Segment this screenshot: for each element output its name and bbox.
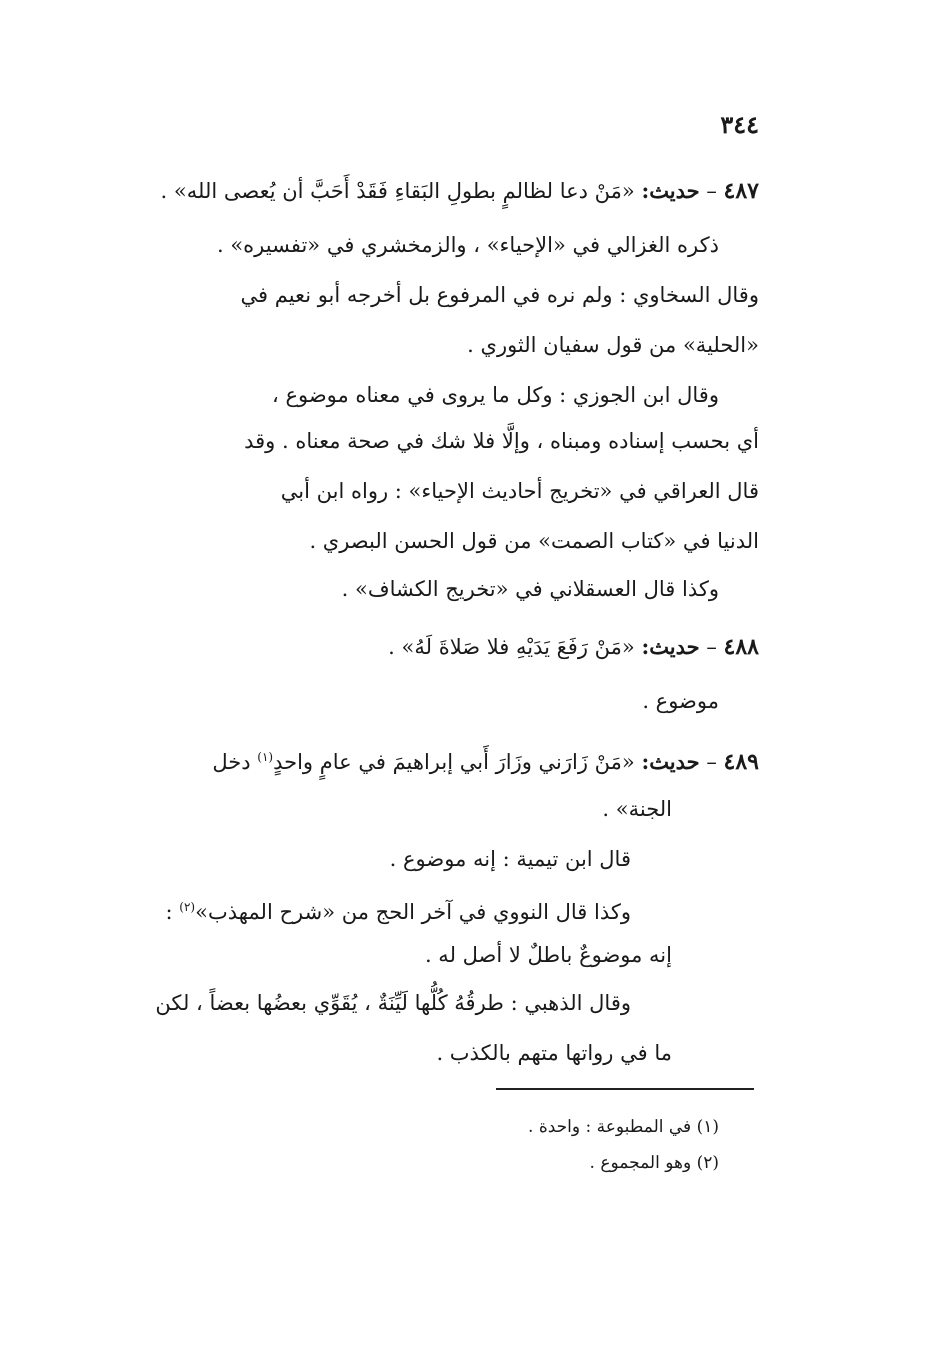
hadith-489-body-2 bbox=[166, 892, 632, 922]
hadith-text: «مَنْ رَفَعَ يَدَيْهِ فلا صَلاةَ لَهُ» . bbox=[388, 635, 635, 659]
footnote-2: (٢) وهو المجموع . bbox=[589, 1153, 719, 1173]
hadith-487-line-5: أي بحسب إسناده ومبناه ، وإلَّا فلا شك في صحة معناه . وقد bbox=[244, 429, 759, 453]
body-text: وكذا قال النووي في آخر الحج من «شرح المهذب» bbox=[195, 900, 631, 924]
hadith-489-line-2: الجنة» . bbox=[602, 797, 672, 821]
hadith-dash: – bbox=[706, 635, 717, 659]
hadith-489-body-1: قال ابن تيمية : إنه موضوع . bbox=[389, 847, 631, 871]
hadith-488-heading bbox=[388, 632, 759, 662]
hadith-number: ٤٨٩ bbox=[723, 749, 759, 775]
hadith-text-end: دخل bbox=[212, 750, 251, 774]
body-text-end: : bbox=[165, 900, 173, 924]
hadith-489-body-4: وقال الذهبي : طرقُهُ كُلُّها لَيِّنَةٌ ، يُقَوِّي بعضُها بعضاً ، لكن bbox=[155, 991, 631, 1015]
footnote-ref-2: (٢) bbox=[179, 900, 196, 914]
hadith-488-line-1: موضوع . bbox=[642, 689, 719, 713]
hadith-487-line-1: ذكره الغزالي في «الإحياء» ، والزمخشري في «تفسيره» . bbox=[216, 233, 719, 257]
hadith-489-heading bbox=[212, 742, 759, 775]
hadith-487-line-6: قال العراقي في «تخريج أحاديث الإحياء» : رواه ابن أبي bbox=[280, 479, 759, 503]
hadith-number: ٤٨٧ bbox=[723, 178, 759, 204]
footnote-divider bbox=[496, 1088, 754, 1090]
hadith-489-body-3: إنه موضوعٌ باطلٌ لا أصل له . bbox=[424, 943, 672, 967]
hadith-487-line-7: الدنيا في «كتاب الصمت» من قول الحسن البصري . bbox=[309, 529, 759, 553]
hadith-text: «مَنْ دعا لظالمٍ بطولِ البَقاءِ فَقَدْ أَحَبَّ أن يُعصى الله» . bbox=[160, 179, 635, 203]
hadith-487-line-3: «الحلية» من قول سفيان الثوري . bbox=[467, 333, 759, 357]
hadith-489-body-5: ما في رواتها متهم بالكذب . bbox=[436, 1041, 672, 1065]
hadith-487-heading bbox=[161, 176, 759, 206]
footnote-1: (١) في المطبوعة : واحدة . bbox=[528, 1117, 719, 1137]
hadith-487-line-8: وكذا قال العسقلاني في «تخريج الكشاف» . bbox=[341, 577, 719, 601]
hadith-number: ٤٨٨ bbox=[723, 634, 759, 660]
hadith-text: «مَنْ زَارَني وزَارَ أَبي إبراهيمَ في عامٍ واحدٍ bbox=[273, 750, 635, 774]
hadith-dash: – bbox=[706, 750, 717, 774]
hadith-label: حديث: bbox=[641, 749, 700, 774]
hadith-label: حديث: bbox=[641, 178, 700, 203]
hadith-487-line-2: وقال السخاوي : ولم نره في المرفوع بل أخرجه أبو نعيم في bbox=[240, 283, 759, 307]
hadith-label: حديث: bbox=[641, 634, 700, 659]
footnote-ref-1: (١) bbox=[257, 750, 274, 764]
hadith-dash: – bbox=[706, 179, 717, 203]
hadith-487-line-4: وقال ابن الجوزي : وكل ما يروى في معناه موضوع ، bbox=[272, 383, 719, 407]
page-number: ٣٤٤ bbox=[720, 110, 759, 139]
